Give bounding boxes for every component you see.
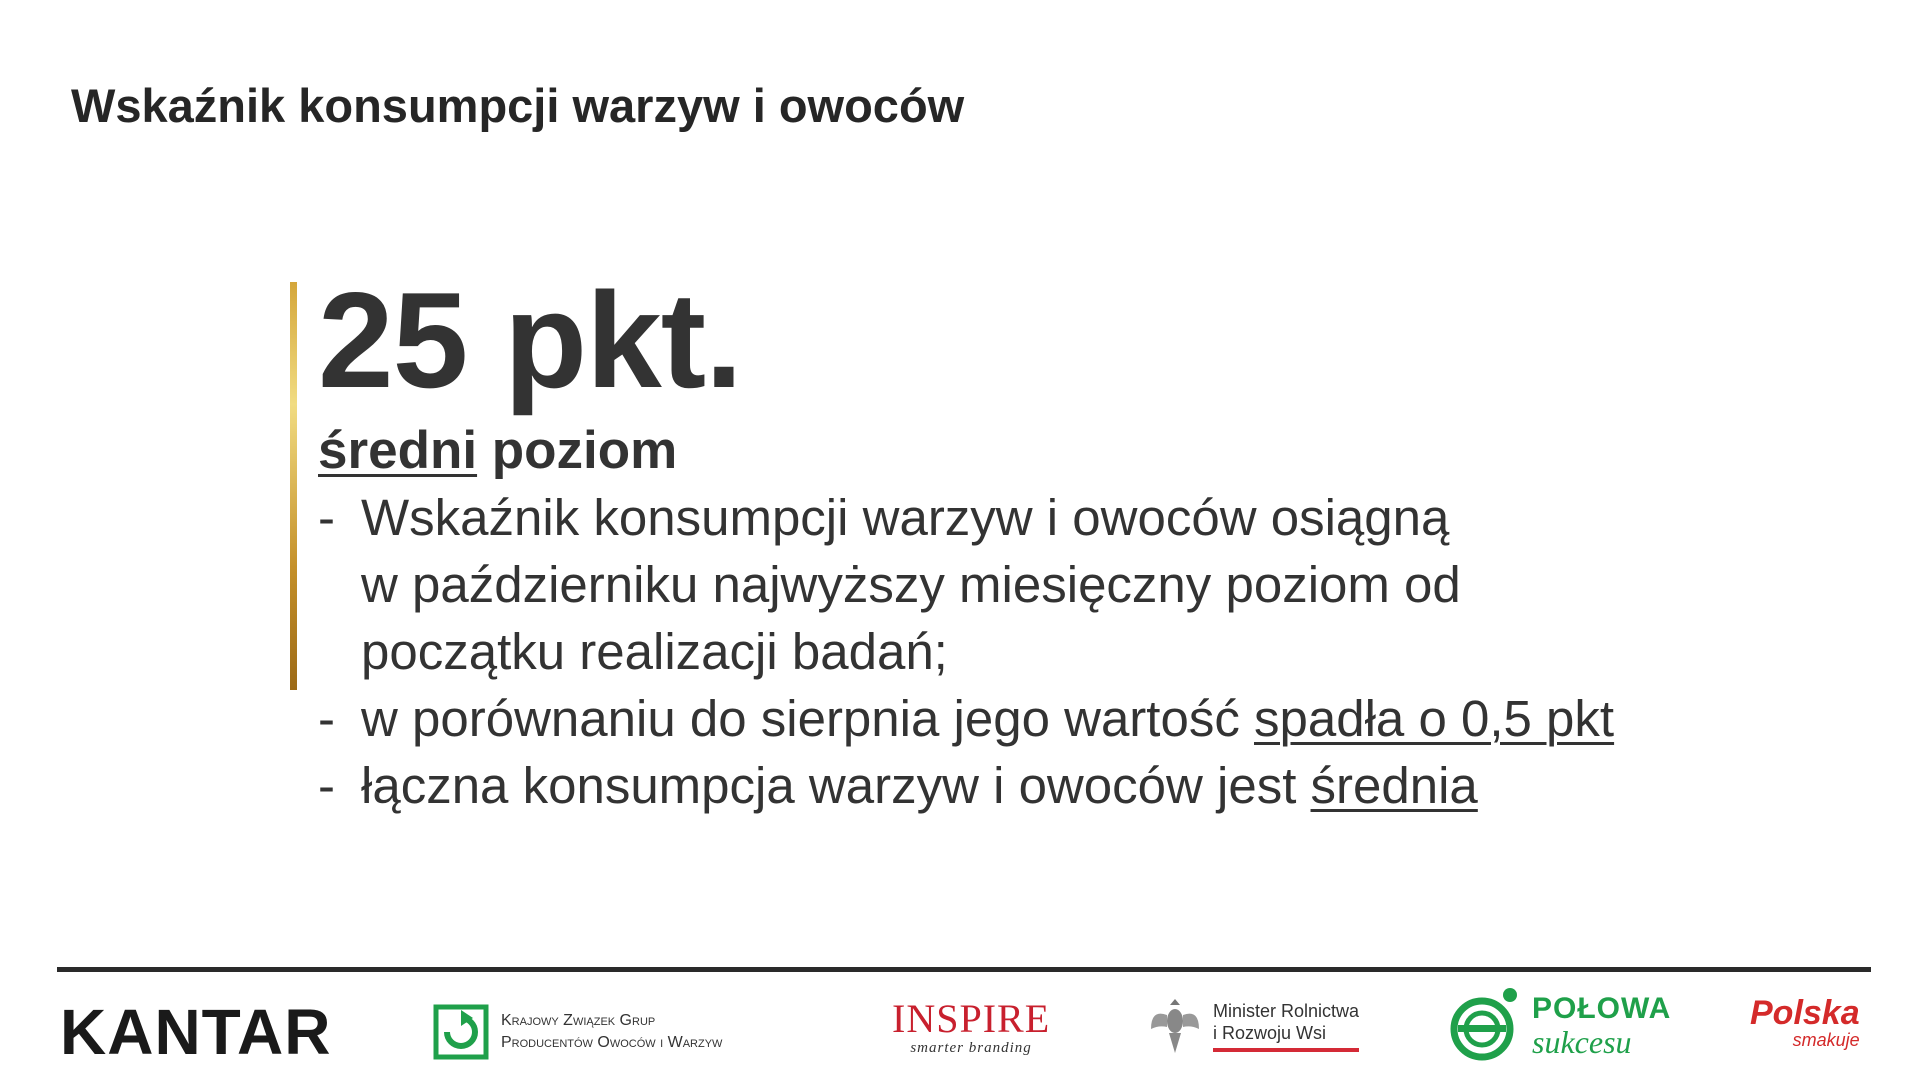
inspire-name: INSPIRE: [892, 996, 1051, 1041]
kzgp-line: Producentów Owoców i Warzyw: [501, 1034, 723, 1051]
bullet-dash: -: [318, 690, 335, 747]
bullet-plain: w porównaniu do sierpnia jego wartość: [361, 690, 1254, 747]
main-content: [318, 264, 1818, 819]
kzgp-line: Krajowy Związek Grup: [501, 1012, 656, 1029]
bullet-item: [318, 685, 1818, 752]
ministry-line: Minister Rolnictwa: [1213, 1001, 1360, 1021]
polowa-sukcesu-logo: [1450, 987, 1671, 1063]
gold-accent-bar: [290, 282, 297, 690]
bullet-item: [318, 484, 1818, 685]
kzgp-logo: [433, 1002, 722, 1062]
kantar-logo: KANTAR: [60, 996, 332, 1068]
polowa-bottom: sukcesu: [1532, 1024, 1632, 1060]
bullet-list: [318, 484, 1818, 819]
polowa-top: POŁOWA: [1532, 992, 1672, 1025]
bullet-item: [318, 752, 1818, 819]
bullet-line: Wskaźnik konsumpcji warzyw i owoców osiągną: [361, 489, 1450, 546]
eagle-emblem-icon: [1147, 995, 1203, 1057]
footer-logos: [0, 975, 1920, 1080]
inspire-tagline: smarter branding: [910, 1040, 1032, 1056]
polska-top: Polska: [1750, 994, 1860, 1032]
bullet-underlined: spadła o 0,5 pkt: [1254, 690, 1615, 747]
level-rest: poziom: [477, 421, 678, 480]
bullet-plain: łączna konsumpcja warzyw i owoców jest: [361, 757, 1311, 814]
level-label: [318, 418, 1818, 484]
level-underlined: średni: [318, 421, 478, 480]
ministry-name: [1213, 1000, 1359, 1052]
bullet-line: początku realizacji badań;: [361, 623, 948, 680]
bullet-text: [361, 752, 1818, 819]
ministry-line: i Rozwoju Wsi: [1213, 1023, 1327, 1043]
bullet-underlined: średnia: [1310, 757, 1478, 814]
polska-smakuje-logo: [1750, 995, 1860, 1049]
bullet-text: [361, 484, 1818, 685]
polska-bottom: smakuje: [1792, 1030, 1860, 1050]
slide-title: Wskaźnik konsumpcji warzyw i owoców: [71, 79, 965, 132]
inspire-logo: [892, 996, 1051, 1057]
footer-divider: [57, 967, 1871, 972]
index-value: 25 pkt.: [318, 264, 742, 416]
ministry-logo: [1147, 995, 1359, 1057]
bullet-text: [361, 685, 1818, 752]
kzgp-name: [501, 1010, 722, 1054]
bullet-dash: -: [318, 757, 335, 814]
bullet-dash: -: [318, 489, 335, 546]
kzgp-icon: [433, 1004, 489, 1060]
polowa-circle-icon: [1450, 987, 1520, 1063]
bullet-line: w październiku najwyższy miesięczny poziom od: [361, 556, 1461, 613]
polowa-text: [1532, 992, 1671, 1058]
